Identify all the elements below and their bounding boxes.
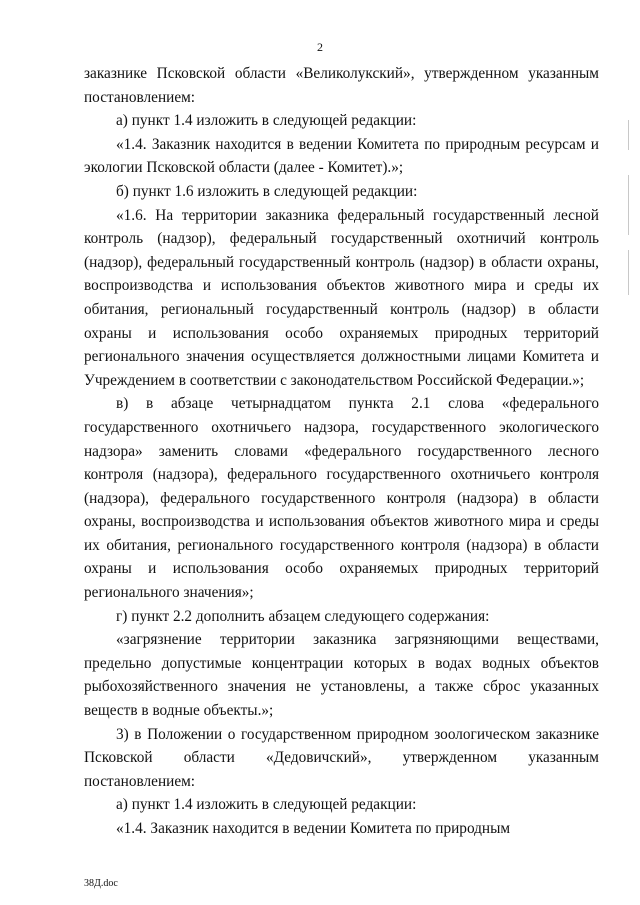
footer-filename: 38Д.doc (84, 878, 118, 889)
paragraph-quote-1-6: «1.6. На территории заказника федеральный государственный лесной контроль (надзор), федеральный государственный охотничий контроль (надзор), федеральный государственный контроль (надзор) в области охраны, воспроизводства и использования объектов животного мира и среды их обитания, региональный государственный контроль (надзор) в области охраны и использования особо охраняемых природных территорий регионального значения осуществляется должностными лицами Комитета и Учреждением в соответствии с законодательством Российской Федерации.»; (84, 206, 599, 389)
paragraph-item-3: 3) в Положении о государственном природном зоологическом заказнике Псковской области «Дедовичский», утвержденном указанным постановлением: (84, 725, 599, 790)
paragraph-quote-pollution: «загрязнение территории заказника загрязняющими веществами, предельно допустимые концентрации которых в водах водных объектов рыбохозяйственного значения не установлены, а также сброс указанных веществ в водные объекты.»; (84, 631, 599, 720)
paragraph-quote-1-4: «1.4. Заказник находится в ведении Комитета по природным ресурсам и экологии Псковской области (далее - Комитет).»; (84, 135, 599, 177)
paragraph-quote-1-4-2: «1.4. Заказник находится в ведении Комитета по природным (116, 820, 511, 837)
paragraph-item-v: в) в абзаце четырнадцатом пункта 2.1 слова «федерального государственного охотничьего надзора, государственного экологического надзора» заменить словами «федерального государственного лесного контроля (надзора), федерального государственного охотничьего контроля (надзора), федерального государственного контроля (надзора) в области охраны, воспроизводства и использования объектов животного мира и среды их обитания, регионального государственного контроля (надзора) в области охраны и использования особо охраняемых природных территорий регионального значения»; (84, 395, 599, 602)
page-number: 2 (317, 40, 323, 54)
paragraph-continuation: заказнике Псковской области «Великолукский», утвержденном указанным постановлением: (84, 65, 599, 106)
paragraph-item-a-2: а) пункт 1.4 изложить в следующей редакции: (116, 796, 417, 814)
scan-edge-mark (628, 120, 629, 150)
paragraph-item-a: а) пункт 1.4 изложить в следующей редакции: (116, 112, 417, 130)
document-body (84, 62, 599, 841)
scan-edge-mark (628, 175, 629, 235)
paragraph-item-g: г) пункт 2.2 дополнить абзацем следующего содержания: (116, 607, 490, 625)
scan-edge-mark (628, 250, 629, 295)
paragraph-item-b: б) пункт 1.6 изложить в следующей редакции: (116, 182, 418, 200)
